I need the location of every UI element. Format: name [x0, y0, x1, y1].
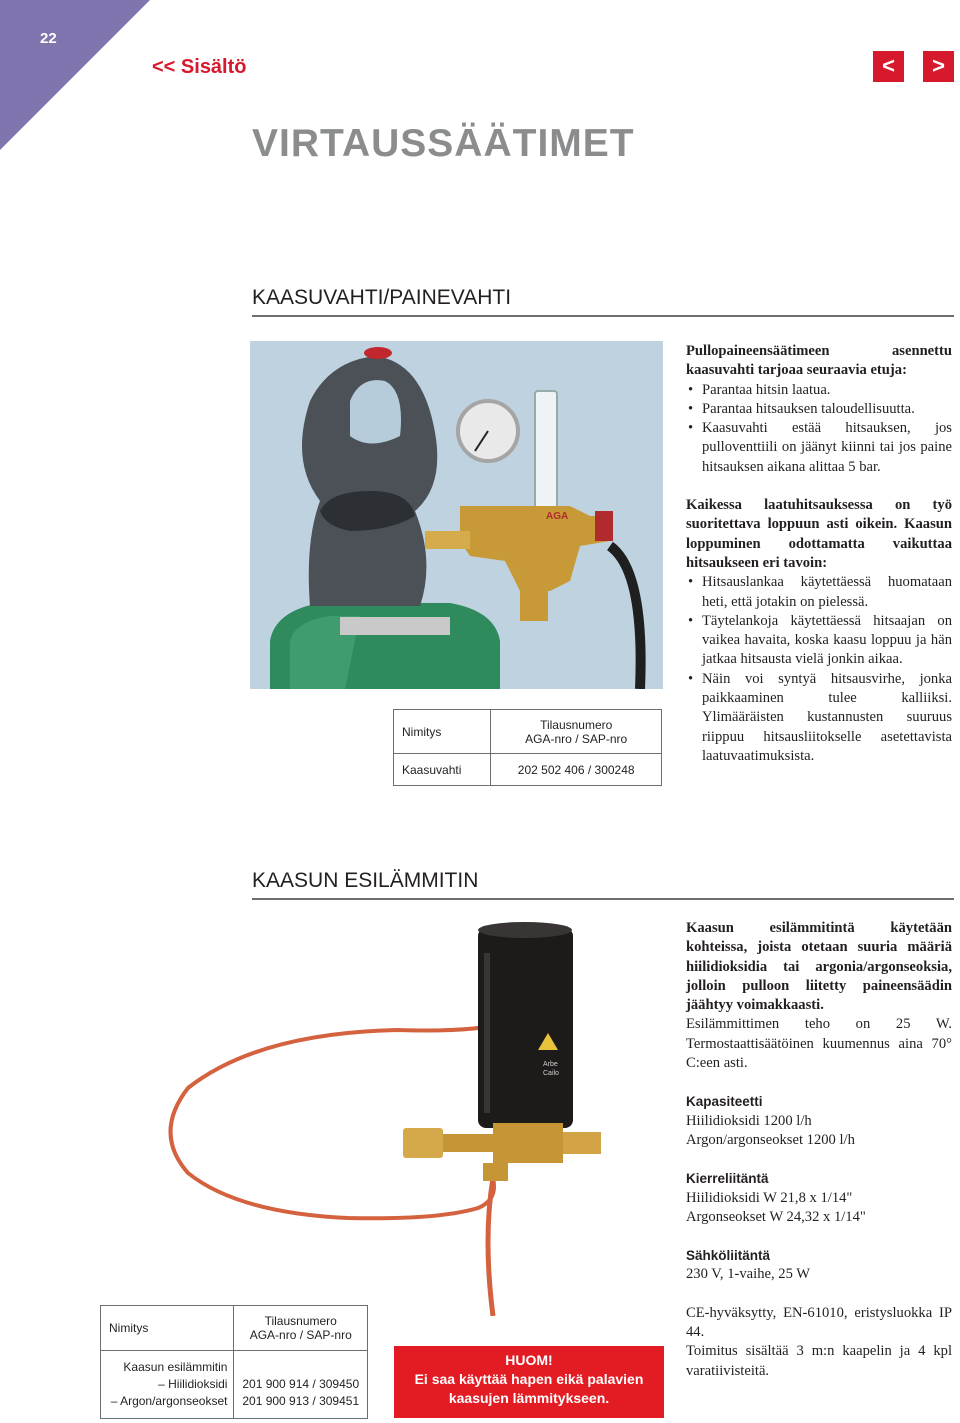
effects-list	[686, 573, 952, 766]
list-item: • Parantaa hitsauksen taloudellisuutta.	[686, 400, 952, 419]
section-title-esilammitin: KAASUN ESILÄMMITIN	[252, 869, 479, 892]
preheater-power: Esilämmittimen teho on 25 W. Termostaattisäätöinen kuumennus aina 70° C:een asti.	[686, 1016, 952, 1072]
interruption-rest: Kaasun loppuminen odottamatta vaikuttaa hitsaukseen eri tavoin:	[686, 516, 952, 571]
kaasuvahti-description	[686, 342, 952, 766]
table-header-order	[491, 710, 662, 754]
table-header-order	[234, 1306, 368, 1351]
ce-approval: CE-hyväksytty, EN-61010, eristysluokka IP 44.	[686, 1304, 952, 1341]
list-item: • Parantaa hitsin laatua.	[686, 381, 952, 400]
list-item: • Kaasuvahti estää hitsauksen, jos pulloventtiili on jäänyt kiinni tai jos paine hitsauksen aikana alittaa 5 bar.	[686, 419, 952, 477]
electric-heading: Sähköliitäntä	[686, 1248, 771, 1264]
capacity-heading: Kapasiteetti	[686, 1094, 763, 1110]
table-cell-names	[101, 1351, 234, 1419]
section-divider	[252, 315, 954, 317]
page-corner-triangle	[0, 0, 150, 150]
electric-line: 230 V, 1-vaihe, 25 W	[686, 1266, 811, 1283]
product-name: Kaasun esilämmitin	[123, 1360, 228, 1374]
preheater-description	[686, 919, 952, 1381]
benefits-list	[686, 381, 952, 477]
table-header-name: Nimitys	[101, 1306, 234, 1351]
list-item: • Näin voi syntyä hitsausvirhe, jonka paikkaaminen tulee kalliiksi. Ylimääräisten kustannusten suuruus riippuu hitsausliitokselle asetettavista laatuvaatimuksista.	[686, 670, 952, 766]
thread-line: Hiilidioksidi W 21,8 x 1/14"	[686, 1189, 853, 1206]
table-cell-name: Kaasuvahti	[394, 754, 491, 786]
warning-title: HUOM!	[505, 1352, 553, 1368]
list-item: • Hitsauslankaa käytettäessä huomataan heti, että jotakin on pielessä.	[686, 573, 952, 612]
aga-label: AGA	[546, 511, 569, 522]
section-title-kaasuvahti: KAASUVAHTI/PAINEVAHTI	[252, 286, 512, 309]
order-header-line1: Tilausnumero	[540, 717, 613, 732]
order-header-line2: AGA-nro / SAP-nro	[249, 1328, 352, 1342]
prev-page-button[interactable]: <	[873, 51, 904, 82]
thread-heading: Kierreliitäntä	[686, 1171, 769, 1187]
capacity-line: Hiilidioksidi 1200 l/h	[686, 1112, 812, 1129]
order-header-line2: AGA-nro / SAP-nro	[525, 731, 628, 746]
warning-box	[394, 1346, 664, 1418]
variant-number: 201 900 914 / 309450	[242, 1377, 360, 1391]
interruption-bold: Kaikessa laatuhitsauksessa on työ suoritettava loppuun asti oikein.	[686, 497, 952, 533]
section-divider	[252, 898, 954, 900]
page-number: 22	[40, 30, 57, 47]
contents-link[interactable]: << Sisältö	[152, 56, 247, 78]
next-page-button[interactable]: >	[923, 51, 954, 82]
variant-number: 201 900 913 / 309451	[242, 1394, 360, 1408]
preheater-order-table	[100, 1305, 368, 1419]
heater-label-2: Cailo	[543, 1070, 559, 1077]
delivery-contents: Toimitus sisältää 3 m:n kaapelin ja 4 kpl varatiivisteitä.	[686, 1343, 952, 1379]
heater-label-1: Arbe	[543, 1061, 558, 1068]
interruption-paragraph	[686, 496, 952, 573]
variant-name: – Hiilidioksidi	[158, 1377, 228, 1391]
preheater-intro: Kaasun esilämmitintä käytetään kohteissa, joista otetaan suuria määriä hiilidioksidia tai argonia/argonseoksia, jolloin pulloon liitetty paineensäädin jäähtyy voimakkaasti.	[686, 920, 952, 1014]
warning-text: Ei saa käyttää hapen eikä palavien kaasujen lämmitykseen.	[414, 1371, 644, 1406]
capacity-line: Argon/argonseokset 1200 l/h	[686, 1131, 855, 1148]
variant-name: – Argon/argonseokset	[110, 1394, 228, 1408]
table-cell-numbers	[234, 1351, 368, 1419]
thread-line: Argonseokset W 24,32 x 1/14"	[686, 1208, 866, 1225]
list-item: • Täytelankoja käytettäessä hitsaajan on vaikea havaita, koska kaasu loppuu ja hän jatkaa hitsausta vielä jonkin aikaa.	[686, 612, 952, 670]
table-header-name: Nimitys	[394, 710, 491, 754]
page-title: VIRTAUSSÄÄTIMET	[252, 122, 635, 165]
table-cell-number: 202 502 406 / 300248	[491, 754, 662, 786]
gas-preheater-photo	[148, 918, 663, 1316]
gas-flow-guard-photo	[250, 341, 663, 689]
benefits-intro: Pullopaineensäätimeen asennettu kaasuvahti tarjoaa seuraavia etuja:	[686, 343, 952, 379]
kaasuvahti-order-table	[393, 709, 662, 786]
order-header-line1: Tilausnumero	[264, 1314, 337, 1328]
